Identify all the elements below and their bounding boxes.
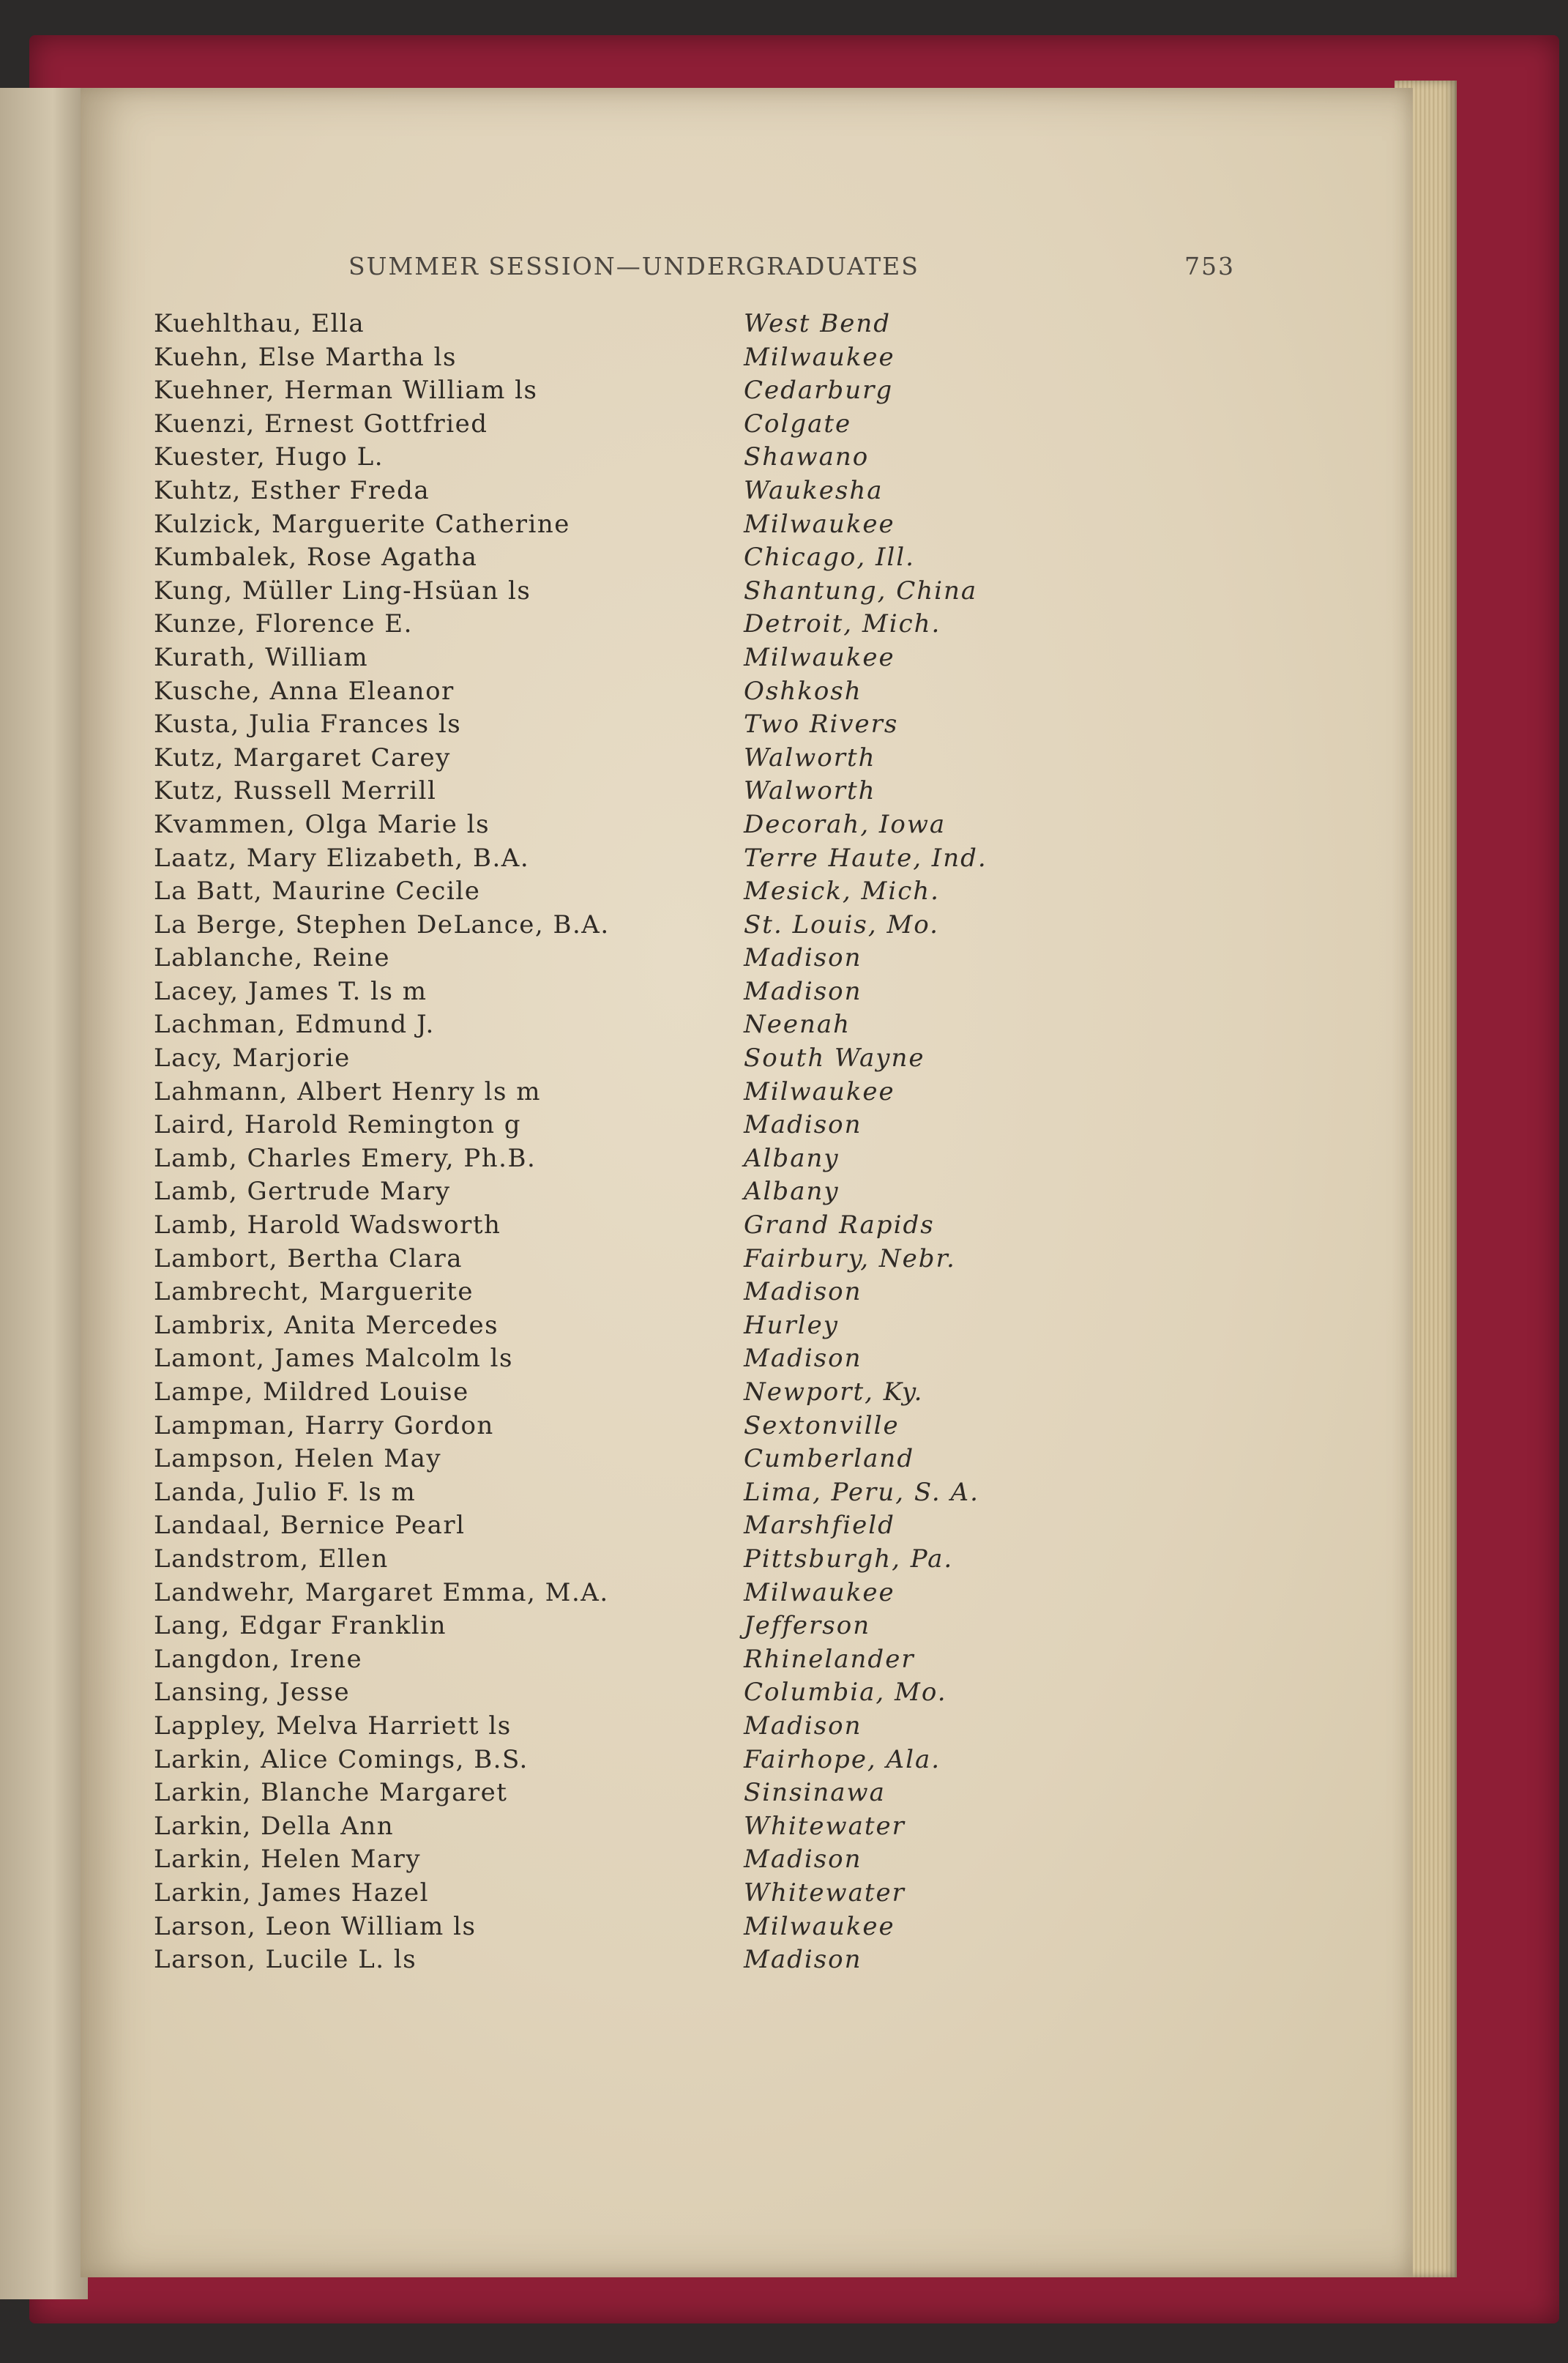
student-hometown: Madison: [744, 1110, 862, 1140]
student-hometown: Shantung, China: [744, 576, 978, 606]
student-name: Larson, Leon William ls: [154, 1911, 477, 1941]
student-name: Lablanche, Reine: [154, 943, 390, 973]
student-hometown: Walworth: [744, 743, 876, 773]
student-name: Kusche, Anna Eleanor: [154, 676, 455, 706]
list-item: [81, 909, 1413, 942]
student-hometown: Rhinelander: [744, 1644, 915, 1674]
student-name: Kulzick, Marguerite Catherine: [154, 509, 570, 539]
list-item: [81, 1943, 1413, 1977]
student-hometown: Lima, Peru, S. A.: [744, 1477, 979, 1507]
student-hometown: Milwaukee: [744, 1577, 895, 1607]
student-name: Landstrom, Ellen: [154, 1544, 389, 1574]
student-hometown: Oshkosh: [744, 676, 862, 706]
list-item: [81, 508, 1413, 542]
page-number: 753: [1184, 252, 1235, 280]
list-item: [81, 641, 1413, 675]
student-name: Lambrix, Anita Mercedes: [154, 1310, 499, 1340]
student-hometown: Albany: [744, 1143, 840, 1173]
student-name: Landwehr, Margaret Emma, M.A.: [154, 1577, 609, 1607]
student-hometown: Shawano: [744, 442, 870, 472]
student-name: Lampe, Mildred Louise: [154, 1377, 469, 1407]
student-name: Laatz, Mary Elizabeth, B.A.: [154, 843, 530, 873]
list-item: [81, 1209, 1413, 1243]
list-item: [81, 1109, 1413, 1142]
student-name: Kusta, Julia Frances ls: [154, 710, 462, 740]
list-item: [81, 1910, 1413, 1944]
student-name: Lampman, Harry Gordon: [154, 1410, 494, 1440]
student-hometown: Neenah: [744, 1010, 851, 1040]
list-item: [81, 374, 1413, 408]
student-name: La Batt, Maurine Cecile: [154, 877, 481, 907]
list-item: [81, 408, 1413, 442]
list-item: [81, 1276, 1413, 1309]
student-name: Kunze, Florence E.: [154, 609, 413, 639]
student-name: Kvammen, Olga Marie ls: [154, 809, 490, 839]
list-item: [81, 942, 1413, 975]
student-name: Lang, Edgar Franklin: [154, 1611, 447, 1641]
student-name: Landa, Julio F. ls m: [154, 1477, 417, 1507]
student-name: Kuester, Hugo L.: [154, 442, 384, 472]
student-hometown: Cedarburg: [744, 376, 894, 406]
list-item: [81, 1843, 1413, 1877]
student-hometown: West Bend: [744, 309, 891, 338]
list-item: [81, 1076, 1413, 1109]
student-name: Lacy, Marjorie: [154, 1043, 351, 1073]
student-name: Larkin, James Hazel: [154, 1878, 429, 1908]
list-item: [81, 1744, 1413, 1777]
student-hometown: Chicago, Ill.: [744, 543, 915, 573]
student-hometown: Whitewater: [744, 1811, 906, 1841]
student-name: Larkin, Della Ann: [154, 1811, 395, 1841]
student-name: Lansing, Jesse: [154, 1678, 351, 1708]
list-item: [81, 842, 1413, 876]
student-hometown: Fairbury, Nebr.: [744, 1243, 956, 1273]
student-hometown: Milwaukee: [744, 509, 895, 539]
student-name: Lahmann, Albert Henry ls m: [154, 1076, 542, 1106]
list-item: [81, 608, 1413, 641]
student-name: La Berge, Stephen DeLance, B.A.: [154, 909, 610, 939]
student-hometown: Walworth: [744, 776, 876, 806]
student-name: Kutz, Margaret Carey: [154, 743, 451, 773]
student-name: Kung, Müller Ling-Hsüan ls: [154, 576, 531, 606]
student-hometown: Madison: [744, 1277, 862, 1307]
list-item: [81, 975, 1413, 1009]
list-item: [81, 1376, 1413, 1410]
student-hometown: Milwaukee: [744, 1076, 895, 1106]
running-head-title: SUMMER SESSION—UNDERGRADUATES: [348, 252, 919, 280]
list-item: [81, 1509, 1413, 1543]
student-hometown: Albany: [744, 1177, 840, 1207]
student-name: Kuehn, Else Martha ls: [154, 342, 457, 372]
student-hometown: Madison: [744, 1344, 862, 1374]
list-item: [81, 742, 1413, 775]
student-name: Larson, Lucile L. ls: [154, 1945, 417, 1975]
list-item: [81, 308, 1413, 341]
student-hometown: Cumberland: [744, 1444, 915, 1474]
student-hometown: Jefferson: [744, 1611, 871, 1641]
list-item: [81, 1543, 1413, 1577]
list-item: [81, 1610, 1413, 1643]
student-hometown: Columbia, Mo.: [744, 1678, 947, 1708]
student-hometown: Terre Haute, Ind.: [744, 843, 988, 873]
student-hometown: Two Rivers: [744, 710, 899, 740]
list-item: [81, 1710, 1413, 1744]
list-item: [81, 1643, 1413, 1677]
student-hometown: Madison: [744, 943, 862, 973]
list-item: [81, 1676, 1413, 1710]
student-hometown: South Wayne: [744, 1043, 925, 1073]
student-name: Larkin, Alice Comings, B.S.: [154, 1744, 529, 1774]
student-name: Kuenzi, Ernest Gottfried: [154, 409, 488, 439]
book-page: [81, 88, 1413, 2277]
list-item: [81, 1175, 1413, 1209]
list-item: [81, 1309, 1413, 1343]
student-hometown: Detroit, Mich.: [744, 609, 941, 639]
list-item: [81, 475, 1413, 508]
student-name: Kutz, Russell Merrill: [154, 776, 437, 806]
student-name: Kumbalek, Rose Agatha: [154, 543, 478, 573]
student-hometown: Hurley: [744, 1310, 840, 1340]
student-name: Landaal, Bernice Pearl: [154, 1511, 466, 1541]
list-item: [81, 1042, 1413, 1076]
list-item: [81, 775, 1413, 808]
student-name: Lampson, Helen May: [154, 1444, 442, 1474]
student-name: Lacey, James T. ls m: [154, 976, 428, 1006]
student-name: Lachman, Edmund J.: [154, 1010, 435, 1040]
list-item: [81, 1008, 1413, 1042]
student-name: Lamont, James Malcolm ls: [154, 1344, 513, 1374]
student-hometown: Madison: [744, 976, 862, 1006]
list-item: [81, 1776, 1413, 1810]
student-hometown: Pittsburgh, Pa.: [744, 1544, 954, 1574]
student-hometown: Madison: [744, 1945, 862, 1975]
student-name: Lambrecht, Marguerite: [154, 1277, 474, 1307]
student-name: Lamb, Charles Emery, Ph.B.: [154, 1143, 537, 1173]
student-name: Larkin, Helen Mary: [154, 1845, 422, 1875]
list-item: [81, 875, 1413, 909]
student-hometown: Mesick, Mich.: [744, 877, 940, 907]
student-hometown: Fairhope, Ala.: [744, 1744, 941, 1774]
student-list: [81, 308, 1413, 1977]
student-hometown: Milwaukee: [744, 342, 895, 372]
student-hometown: Milwaukee: [744, 642, 895, 672]
student-name: Lamb, Gertrude Mary: [154, 1177, 451, 1207]
student-hometown: Colgate: [744, 409, 852, 439]
student-name: Langdon, Irene: [154, 1644, 363, 1674]
student-hometown: Decorah, Iowa: [744, 809, 947, 839]
student-hometown: St. Louis, Mo.: [744, 909, 939, 939]
list-item: [81, 1577, 1413, 1610]
student-hometown: Sextonville: [744, 1410, 900, 1440]
list-item: [81, 675, 1413, 709]
student-name: Larkin, Blanche Margaret: [154, 1778, 508, 1808]
list-item: [81, 808, 1413, 842]
previous-page-edge: [0, 88, 88, 2299]
student-hometown: Newport, Ky.: [744, 1377, 924, 1407]
list-item: [81, 575, 1413, 609]
student-hometown: Marshfield: [744, 1511, 895, 1541]
student-hometown: Madison: [744, 1845, 862, 1875]
student-hometown: Milwaukee: [744, 1911, 895, 1941]
student-name: Lappley, Melva Harriett ls: [154, 1711, 512, 1741]
student-hometown: Sinsinawa: [744, 1778, 886, 1808]
student-name: Lamb, Harold Wadsworth: [154, 1210, 501, 1240]
list-item: [81, 1810, 1413, 1844]
list-item: [81, 1342, 1413, 1376]
student-name: Kuehlthau, Ella: [154, 309, 365, 338]
list-item: [81, 1443, 1413, 1476]
list-item: [81, 1410, 1413, 1443]
list-item: [81, 1476, 1413, 1510]
list-item: [81, 1243, 1413, 1276]
list-item: [81, 708, 1413, 742]
list-item: [81, 1142, 1413, 1176]
student-name: Lambort, Bertha Clara: [154, 1243, 463, 1273]
student-name: Kuhtz, Esther Freda: [154, 475, 430, 505]
student-name: Laird, Harold Remington g: [154, 1110, 522, 1140]
student-name: Kurath, William: [154, 642, 369, 672]
list-item: [81, 341, 1413, 375]
list-item: [81, 1877, 1413, 1910]
list-item: [81, 441, 1413, 475]
student-hometown: Waukesha: [744, 475, 884, 505]
student-hometown: Whitewater: [744, 1878, 906, 1908]
student-hometown: Grand Rapids: [744, 1210, 935, 1240]
list-item: [81, 541, 1413, 575]
student-name: Kuehner, Herman William ls: [154, 376, 538, 406]
student-hometown: Madison: [744, 1711, 862, 1741]
